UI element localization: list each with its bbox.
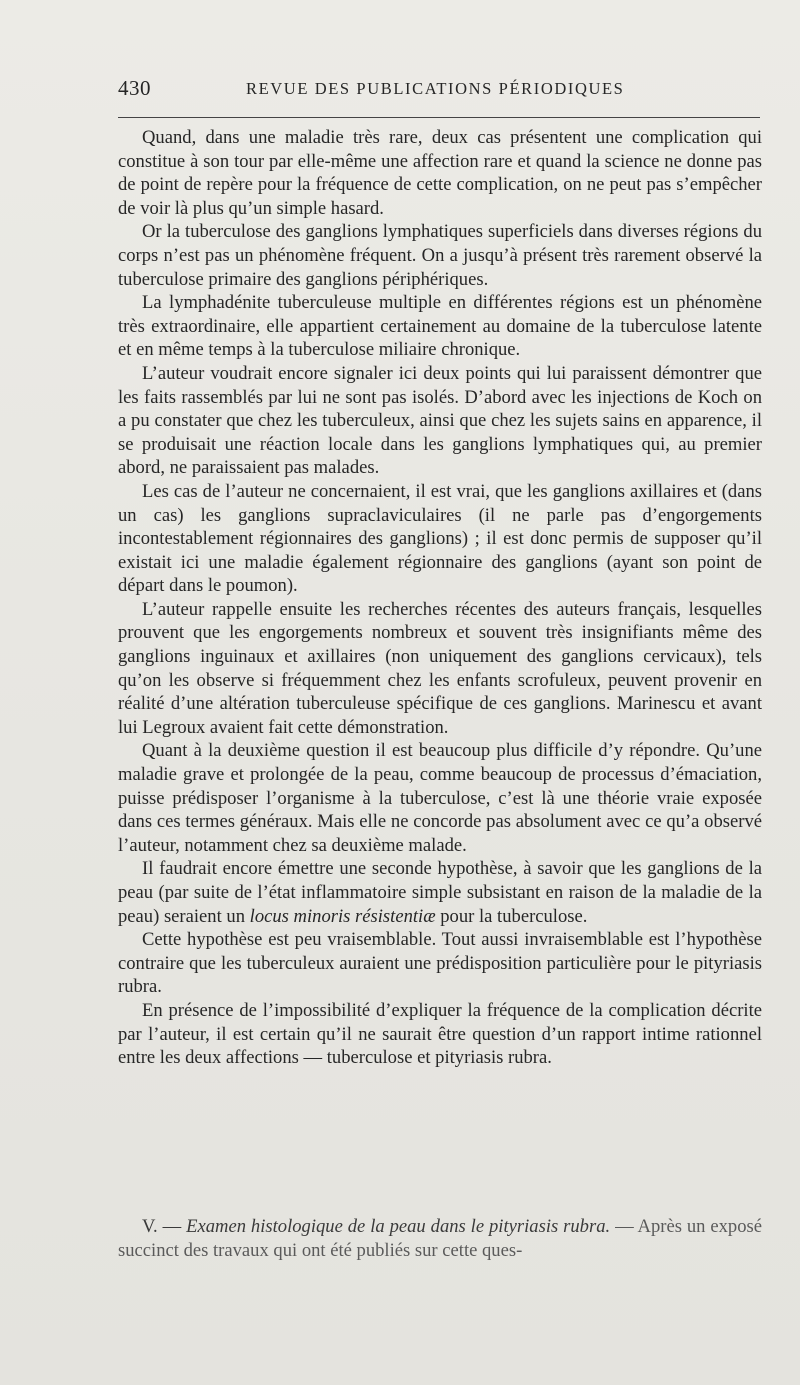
page-number: 430 [118, 76, 151, 100]
article-body [118, 126, 762, 1070]
paragraph: La lymphadénite tuberculeuse multiple en différentes régions est un phénomène très extraordinaire, elle appartient certainement au domaine de la tuberculose latente et en même temps à la tuberculose miliaire chronique. [118, 292, 762, 361]
paragraph: Les cas de l’auteur ne concernaient, il est vrai, que les ganglions axillaires et (dans un cas) les ganglions supraclaviculaires (il ne parle pas d’engorgements incontestablement régionnaires des ganglions) ; il est donc permis de supposer qu’il existait ici une maladie également régionnaire des ganglions (ayant son point de départ dans le poumon). [118, 480, 762, 597]
locus-italic: locus minoris résistentiæ [249, 905, 436, 927]
locus-text-after: pour la tuberculose. [435, 905, 588, 927]
locus-text-before: Il faudrait encore émettre une seconde hypothèse, à savoir que les ganglions de la peau (par suite de l’état inflammatoire simple subsistant en raison de la maladie de la peau) seraient un [118, 858, 762, 927]
section-heading [118, 1215, 762, 1262]
paragraph: L’auteur voudrait encore signaler ici deux points qui lui paraissent démontrer que les faits rassemblés par lui ne sont pas isolés. D’abord avec les injections de Koch on a pu constater que chez les tuberculeux, ainsi que chez les sujets sains en apparence, il se produisait une réaction locale dans les ganglions lymphatiques qui, au premier abord, ne paraissaient pas malades. [118, 362, 762, 479]
paragraph: Cette hypothèse est peu vraisemblable. Tout aussi invraisemblable est l’hypothèse contraire que les tuberculeux auraient une prédisposition particulière pour le pityriasis rubra. [118, 929, 762, 998]
paragraph: Quant à la deuxième question il est beaucoup plus difficile d’y répondre. Qu’une maladie grave et prolongée de la peau, comme beaucoup de processus d’émaciation, puisse prédisposer l’organisme à la tuberculose, c’est là une théorie vraie exposée dans ces termes généraux. Mais elle ne concorde pas absolument avec ce qu’a observé l’auteur, notamment chez sa deuxième malade. [118, 740, 762, 856]
paragraph: En présence de l’impossibilité d’expliquer la fréquence de la complication décrite par l’auteur, il est certain qu’il ne saurait être question d’un rapport intime rationnel entre les deux affections — tuberculose et pityriasis rubra. [118, 999, 762, 1069]
paragraph: Quand, dans une maladie très rare, deux cas présentent une complication qui constitue à son tour par elle-même une affection rare et quand la science ne donne pas de point de repère pour la fréquence de cette complication, on ne peut pas s’empêcher de voir là plus qu’un simple hasard. [118, 127, 762, 219]
section-number: V. — [142, 1216, 187, 1237]
paragraph-locus [118, 857, 762, 928]
section-title: Examen histologique de la peau dans le pityriasis rubra. [186, 1216, 611, 1237]
paragraph: Or la tuberculose des ganglions lymphatiques superficiels dans diverses régions du corps n’est pas un phénomène fréquent. On a jusqu’à présent très rarement observé la tuberculose primaire des ganglions périphériques. [118, 221, 762, 290]
page-header [118, 76, 760, 106]
header-rule [118, 117, 760, 118]
paragraph: L’auteur rappelle ensuite les recherches récentes des auteurs français, lesquelles prouvent que les engorgements nombreux et souvent très insignifiants même des ganglions inguinaux et axillaires (non uniquement des ganglions cervicaux), tels qu’on les observe si fréquemment chez les enfants scrofuleux, peuvent provenir en réalité d’une altération tuberculeuse spécifique de ces ganglions. Marinescu et avant lui Legroux avaient fait cette démonstration. [118, 598, 762, 738]
running-title: REVUE DES PUBLICATIONS PÉRIODIQUES [246, 79, 625, 98]
section-text: — Après un exposé succinct des travaux qui ont été publiés sur cette ques- [118, 1216, 763, 1261]
